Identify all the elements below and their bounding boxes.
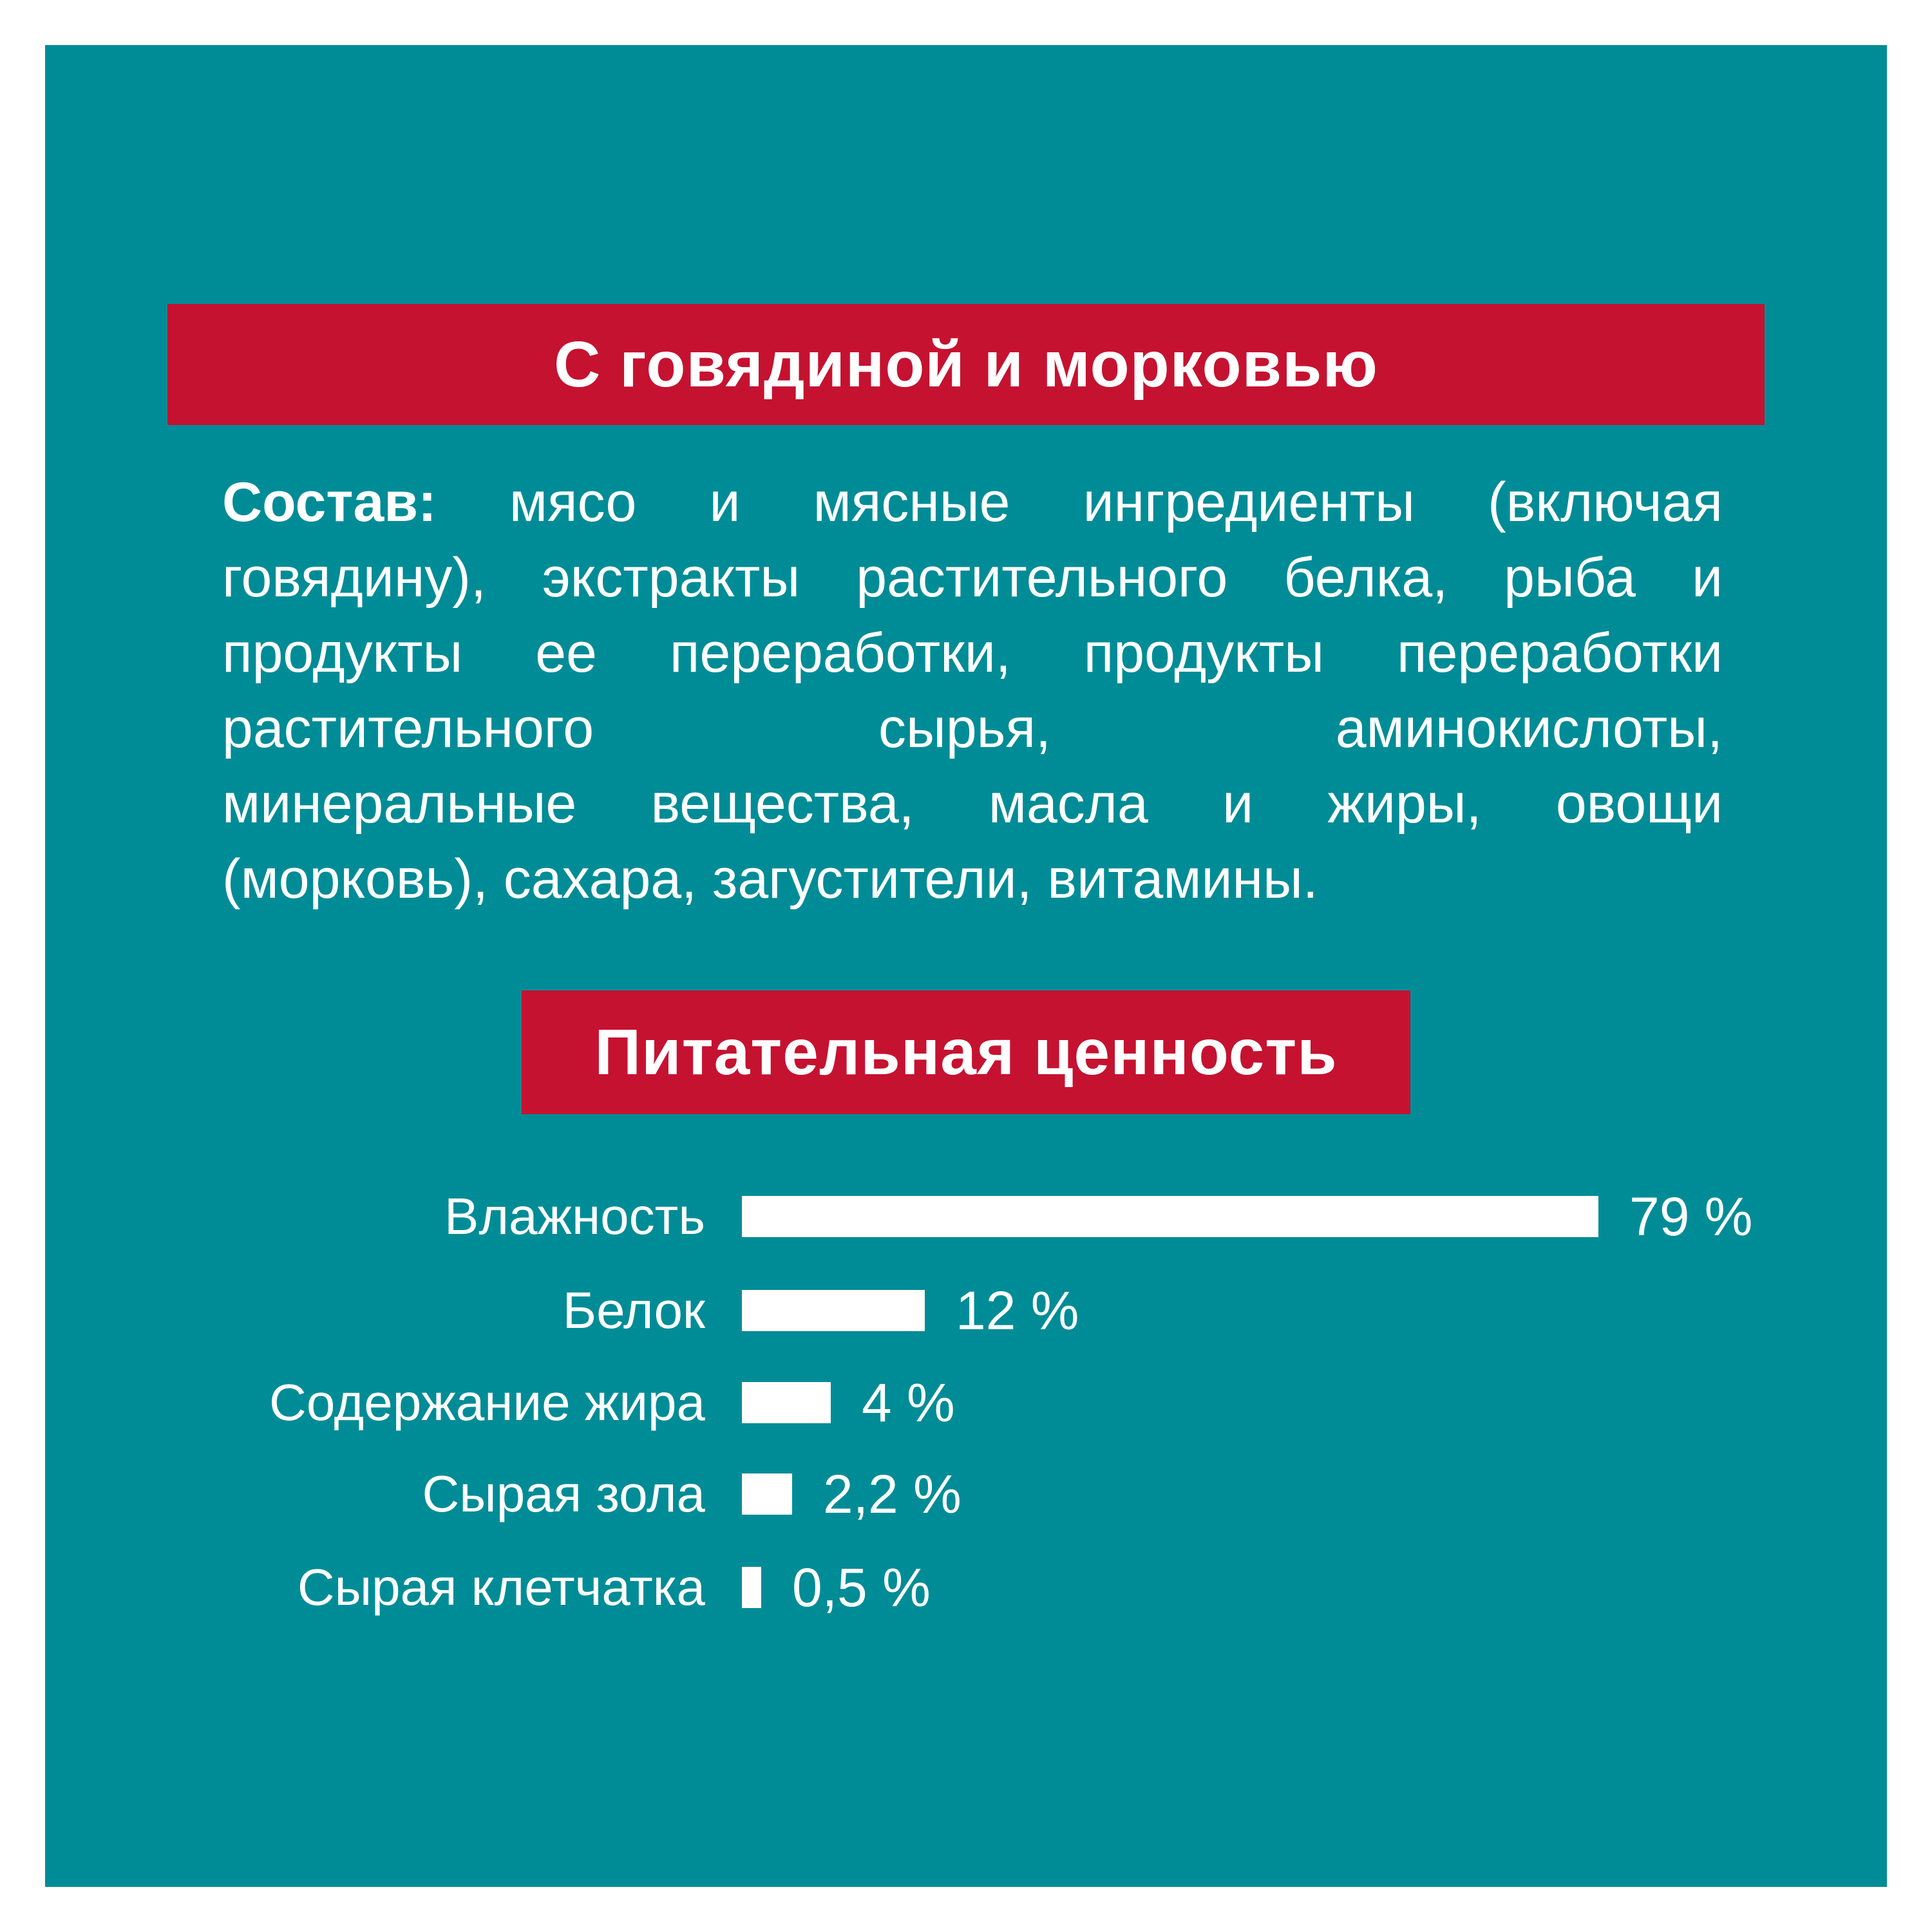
nutrition-title-banner xyxy=(522,990,1410,1114)
bar-moisture xyxy=(742,1196,1598,1237)
bar-fiber xyxy=(742,1567,761,1608)
bar-label: Белок xyxy=(562,1282,705,1339)
bar-protein xyxy=(742,1290,925,1331)
chart-row-protein xyxy=(161,1280,1848,1341)
bar-label: Содержание жира xyxy=(269,1374,705,1431)
bar-value: 12 % xyxy=(956,1280,1079,1341)
composition-paragraph xyxy=(222,465,1723,917)
chart-row-moisture xyxy=(161,1186,1848,1247)
nutrition-title: Питательная ценность xyxy=(594,1016,1338,1088)
composition-line: Состав: мясо и мясные ингредиенты (включая xyxy=(222,471,1723,533)
composition-line: (морковь), сахара, загустители, витамины. xyxy=(222,848,1318,910)
chart-row-fiber xyxy=(161,1557,1848,1618)
bar-fat xyxy=(742,1382,831,1423)
teal-panel xyxy=(45,45,1887,1887)
composition-line: растительного сырья, аминокислоты, xyxy=(222,697,1723,759)
chart-row-ash xyxy=(161,1464,1848,1524)
bar-label: Влажность xyxy=(444,1188,705,1245)
bar-value: 4 % xyxy=(862,1372,955,1433)
bar-label: Сырая зола xyxy=(422,1465,705,1522)
bar-label: Сырая клетчатка xyxy=(297,1558,705,1616)
composition-line: говядину), экстракты растительного белка, рыба и xyxy=(222,547,1723,609)
bar-ash xyxy=(742,1473,792,1515)
composition-line: минеральные вещества, масла и жиры, овощи xyxy=(222,773,1723,835)
bar-value: 79 % xyxy=(1629,1186,1753,1247)
product-title: С говядиной и морковью xyxy=(554,328,1378,401)
composition-line: продукты ее переработки, продукты переработки xyxy=(222,622,1723,684)
product-title-banner xyxy=(167,304,1765,425)
bar-value: 0,5 % xyxy=(792,1557,931,1618)
composition-label: Состав: xyxy=(222,471,437,533)
bar-value: 2,2 % xyxy=(823,1464,961,1524)
chart-row-fat xyxy=(161,1372,1848,1433)
